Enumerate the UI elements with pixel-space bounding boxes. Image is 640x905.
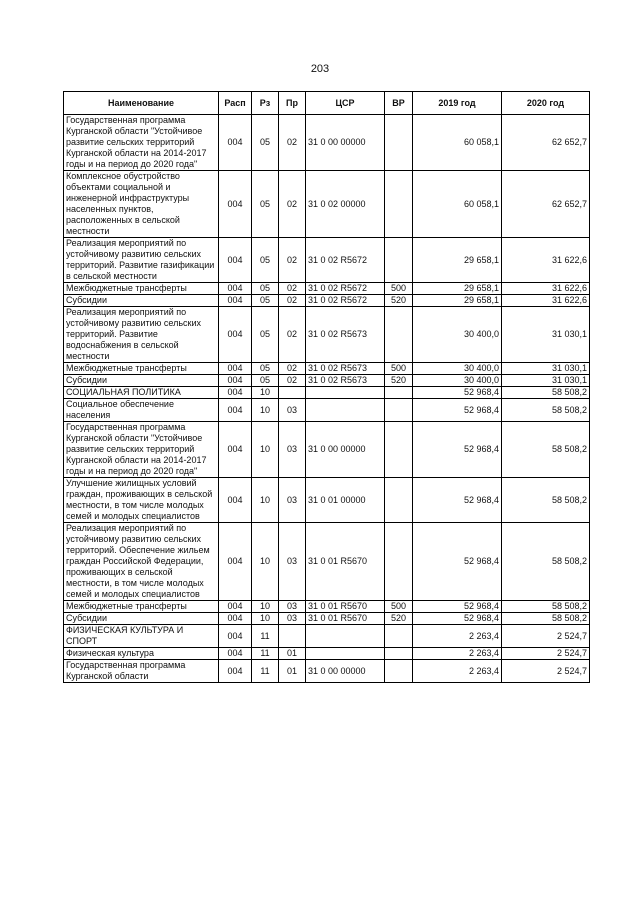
cell-2020: 62 652,7 <box>502 115 590 171</box>
table-row <box>64 283 590 295</box>
cell-rasp: 004 <box>219 523 252 601</box>
cell-2019: 2 263,4 <box>413 660 502 683</box>
cell-csr: 31 0 02 R5672 <box>306 283 385 295</box>
cell-csr: 31 0 02 00000 <box>306 171 385 238</box>
cell-rasp: 004 <box>219 115 252 171</box>
table-row <box>64 115 590 171</box>
cell-rz: 10 <box>252 601 279 613</box>
cell-name: ФИЗИЧЕСКАЯ КУЛЬТУРА И СПОРТ <box>64 625 219 648</box>
cell-pr: 02 <box>279 283 306 295</box>
cell-csr: 31 0 01 R5670 <box>306 613 385 625</box>
cell-pr: 02 <box>279 115 306 171</box>
cell-2020: 31 030,1 <box>502 363 590 375</box>
cell-csr <box>306 387 385 399</box>
cell-pr: 03 <box>279 523 306 601</box>
cell-2020: 58 508,2 <box>502 399 590 422</box>
cell-rz: 05 <box>252 375 279 387</box>
cell-2019: 2 263,4 <box>413 648 502 660</box>
table-row <box>64 238 590 283</box>
cell-rz: 05 <box>252 115 279 171</box>
cell-csr <box>306 648 385 660</box>
table-row <box>64 375 590 387</box>
cell-2019: 29 658,1 <box>413 238 502 283</box>
cell-vr: 500 <box>385 283 413 295</box>
cell-name: СОЦИАЛЬНАЯ ПОЛИТИКА <box>64 387 219 399</box>
cell-name: Межбюджетные трансферты <box>64 363 219 375</box>
cell-rasp: 004 <box>219 171 252 238</box>
cell-name: Государственная программа Курганской области <box>64 660 219 683</box>
cell-rz: 11 <box>252 625 279 648</box>
cell-pr: 02 <box>279 238 306 283</box>
cell-pr <box>279 625 306 648</box>
table-row <box>64 625 590 648</box>
cell-rasp: 004 <box>219 478 252 523</box>
cell-csr: 31 0 01 R5670 <box>306 601 385 613</box>
cell-pr: 03 <box>279 601 306 613</box>
column-header-2020: 2020 год <box>502 92 590 115</box>
cell-rz: 11 <box>252 648 279 660</box>
cell-pr: 02 <box>279 171 306 238</box>
table-row <box>64 601 590 613</box>
cell-csr <box>306 399 385 422</box>
cell-2020: 2 524,7 <box>502 625 590 648</box>
cell-name: Межбюджетные трансферты <box>64 601 219 613</box>
cell-rasp: 004 <box>219 283 252 295</box>
page-number: 203 <box>310 63 330 75</box>
cell-rz: 05 <box>252 307 279 363</box>
cell-csr: 31 0 02 R5673 <box>306 375 385 387</box>
table-row <box>64 422 590 478</box>
cell-vr: 520 <box>385 375 413 387</box>
cell-csr: 31 0 02 R5672 <box>306 238 385 283</box>
cell-vr <box>385 307 413 363</box>
table-row <box>64 523 590 601</box>
cell-rz: 05 <box>252 171 279 238</box>
cell-name: Межбюджетные трансферты <box>64 283 219 295</box>
cell-2020: 58 508,2 <box>502 601 590 613</box>
cell-pr: 03 <box>279 422 306 478</box>
table-row <box>64 387 590 399</box>
cell-pr: 01 <box>279 648 306 660</box>
cell-2019: 60 058,1 <box>413 171 502 238</box>
cell-pr: 03 <box>279 613 306 625</box>
table-row <box>64 648 590 660</box>
cell-rz: 05 <box>252 283 279 295</box>
cell-csr: 31 0 00 00000 <box>306 115 385 171</box>
cell-2019: 52 968,4 <box>413 387 502 399</box>
cell-name: Субсидии <box>64 295 219 307</box>
cell-name: Социальное обеспечение населения <box>64 399 219 422</box>
cell-rasp: 004 <box>219 422 252 478</box>
cell-name: Физическая культура <box>64 648 219 660</box>
cell-name: Субсидии <box>64 613 219 625</box>
cell-name: Реализация мероприятий по устойчивому развитию сельских территорий. Развитие газификации в сельской местности <box>64 238 219 283</box>
cell-2020: 31 030,1 <box>502 307 590 363</box>
cell-rz: 05 <box>252 295 279 307</box>
cell-vr: 520 <box>385 613 413 625</box>
cell-vr <box>385 115 413 171</box>
cell-2019: 60 058,1 <box>413 115 502 171</box>
cell-vr <box>385 478 413 523</box>
cell-pr: 03 <box>279 478 306 523</box>
cell-csr: 31 0 00 00000 <box>306 422 385 478</box>
cell-pr: 03 <box>279 399 306 422</box>
cell-2020: 62 652,7 <box>502 171 590 238</box>
cell-2019: 2 263,4 <box>413 625 502 648</box>
cell-rasp: 004 <box>219 399 252 422</box>
cell-pr <box>279 387 306 399</box>
cell-name: Государственная программа Курганской области "Устойчивое развитие сельских территорий Курганской области на 2014-2017 годы и на период до 2020 года" <box>64 422 219 478</box>
cell-rasp: 004 <box>219 387 252 399</box>
table-row <box>64 613 590 625</box>
cell-rasp: 004 <box>219 625 252 648</box>
cell-rz: 10 <box>252 422 279 478</box>
cell-rz: 10 <box>252 613 279 625</box>
cell-2019: 30 400,0 <box>413 363 502 375</box>
cell-rz: 11 <box>252 660 279 683</box>
cell-csr: 31 0 00 00000 <box>306 660 385 683</box>
cell-2019: 52 968,4 <box>413 601 502 613</box>
cell-rasp: 004 <box>219 295 252 307</box>
cell-name: Реализация мероприятий по устойчивому развитию сельских территорий. Развитие водоснабжения в сельской местности <box>64 307 219 363</box>
column-header-vr: ВР <box>385 92 413 115</box>
cell-vr: 520 <box>385 295 413 307</box>
column-header-pr: Пр <box>279 92 306 115</box>
cell-rasp: 004 <box>219 363 252 375</box>
cell-vr <box>385 399 413 422</box>
table-row <box>64 478 590 523</box>
table-header-row <box>64 92 590 115</box>
table-row <box>64 307 590 363</box>
table-body <box>64 115 590 683</box>
cell-2020: 58 508,2 <box>502 523 590 601</box>
cell-csr <box>306 625 385 648</box>
cell-rz: 05 <box>252 238 279 283</box>
table-row <box>64 171 590 238</box>
cell-2020: 31 622,6 <box>502 238 590 283</box>
column-header-rz: Рз <box>252 92 279 115</box>
cell-2020: 31 622,6 <box>502 283 590 295</box>
budget-table <box>63 91 590 683</box>
cell-2019: 30 400,0 <box>413 375 502 387</box>
cell-rasp: 004 <box>219 660 252 683</box>
cell-rz: 10 <box>252 523 279 601</box>
cell-csr: 31 0 02 R5672 <box>306 295 385 307</box>
cell-rasp: 004 <box>219 307 252 363</box>
cell-pr: 01 <box>279 660 306 683</box>
cell-vr <box>385 387 413 399</box>
cell-rasp: 004 <box>219 648 252 660</box>
column-header-csr: ЦСР <box>306 92 385 115</box>
cell-rz: 10 <box>252 399 279 422</box>
cell-name: Улучшение жилищных условий граждан, проживающих в сельской местности, в том числе молодых семей и молодых специалистов <box>64 478 219 523</box>
cell-2019: 52 968,4 <box>413 523 502 601</box>
table-row <box>64 660 590 683</box>
cell-vr <box>385 238 413 283</box>
cell-rasp: 004 <box>219 238 252 283</box>
cell-2019: 52 968,4 <box>413 613 502 625</box>
cell-csr: 31 0 02 R5673 <box>306 307 385 363</box>
cell-vr <box>385 171 413 238</box>
cell-2020: 58 508,2 <box>502 613 590 625</box>
cell-pr: 02 <box>279 363 306 375</box>
cell-name: Реализация мероприятий по устойчивому развитию сельских территорий. Обеспечение жильем граждан Российской Федерации, проживающих в сельской местности, в том числе молодых семей и молодых специалистов <box>64 523 219 601</box>
cell-vr <box>385 625 413 648</box>
column-header-name: Наименование <box>64 92 219 115</box>
cell-pr: 02 <box>279 375 306 387</box>
cell-pr: 02 <box>279 295 306 307</box>
cell-name: Комплексное обустройство объектами социальной и инженерной инфраструктуры населенных пунктов, расположенных в сельской местности <box>64 171 219 238</box>
cell-2020: 58 508,2 <box>502 422 590 478</box>
cell-2019: 52 968,4 <box>413 399 502 422</box>
cell-2019: 52 968,4 <box>413 478 502 523</box>
column-header-rasp: Расп <box>219 92 252 115</box>
cell-name: Государственная программа Курганской области "Устойчивое развитие сельских территорий Курганской области на 2014-2017 годы и на период до 2020 года" <box>64 115 219 171</box>
cell-2020: 2 524,7 <box>502 660 590 683</box>
cell-csr: 31 0 01 00000 <box>306 478 385 523</box>
column-header-2019: 2019 год <box>413 92 502 115</box>
cell-csr: 31 0 01 R5670 <box>306 523 385 601</box>
cell-vr: 500 <box>385 601 413 613</box>
table-row <box>64 295 590 307</box>
cell-name: Субсидии <box>64 375 219 387</box>
cell-vr <box>385 660 413 683</box>
cell-vr <box>385 422 413 478</box>
table-row <box>64 363 590 375</box>
cell-2020: 58 508,2 <box>502 478 590 523</box>
cell-pr: 02 <box>279 307 306 363</box>
cell-2019: 29 658,1 <box>413 283 502 295</box>
cell-rz: 05 <box>252 363 279 375</box>
cell-csr: 31 0 02 R5673 <box>306 363 385 375</box>
cell-2020: 31 030,1 <box>502 375 590 387</box>
cell-2019: 52 968,4 <box>413 422 502 478</box>
cell-vr <box>385 523 413 601</box>
table-row <box>64 399 590 422</box>
cell-2020: 2 524,7 <box>502 648 590 660</box>
cell-2019: 29 658,1 <box>413 295 502 307</box>
cell-2020: 31 622,6 <box>502 295 590 307</box>
cell-rz: 10 <box>252 478 279 523</box>
cell-rasp: 004 <box>219 375 252 387</box>
cell-rz: 10 <box>252 387 279 399</box>
cell-2020: 58 508,2 <box>502 387 590 399</box>
cell-rasp: 004 <box>219 613 252 625</box>
cell-vr: 500 <box>385 363 413 375</box>
cell-vr <box>385 648 413 660</box>
cell-rasp: 004 <box>219 601 252 613</box>
cell-2019: 30 400,0 <box>413 307 502 363</box>
